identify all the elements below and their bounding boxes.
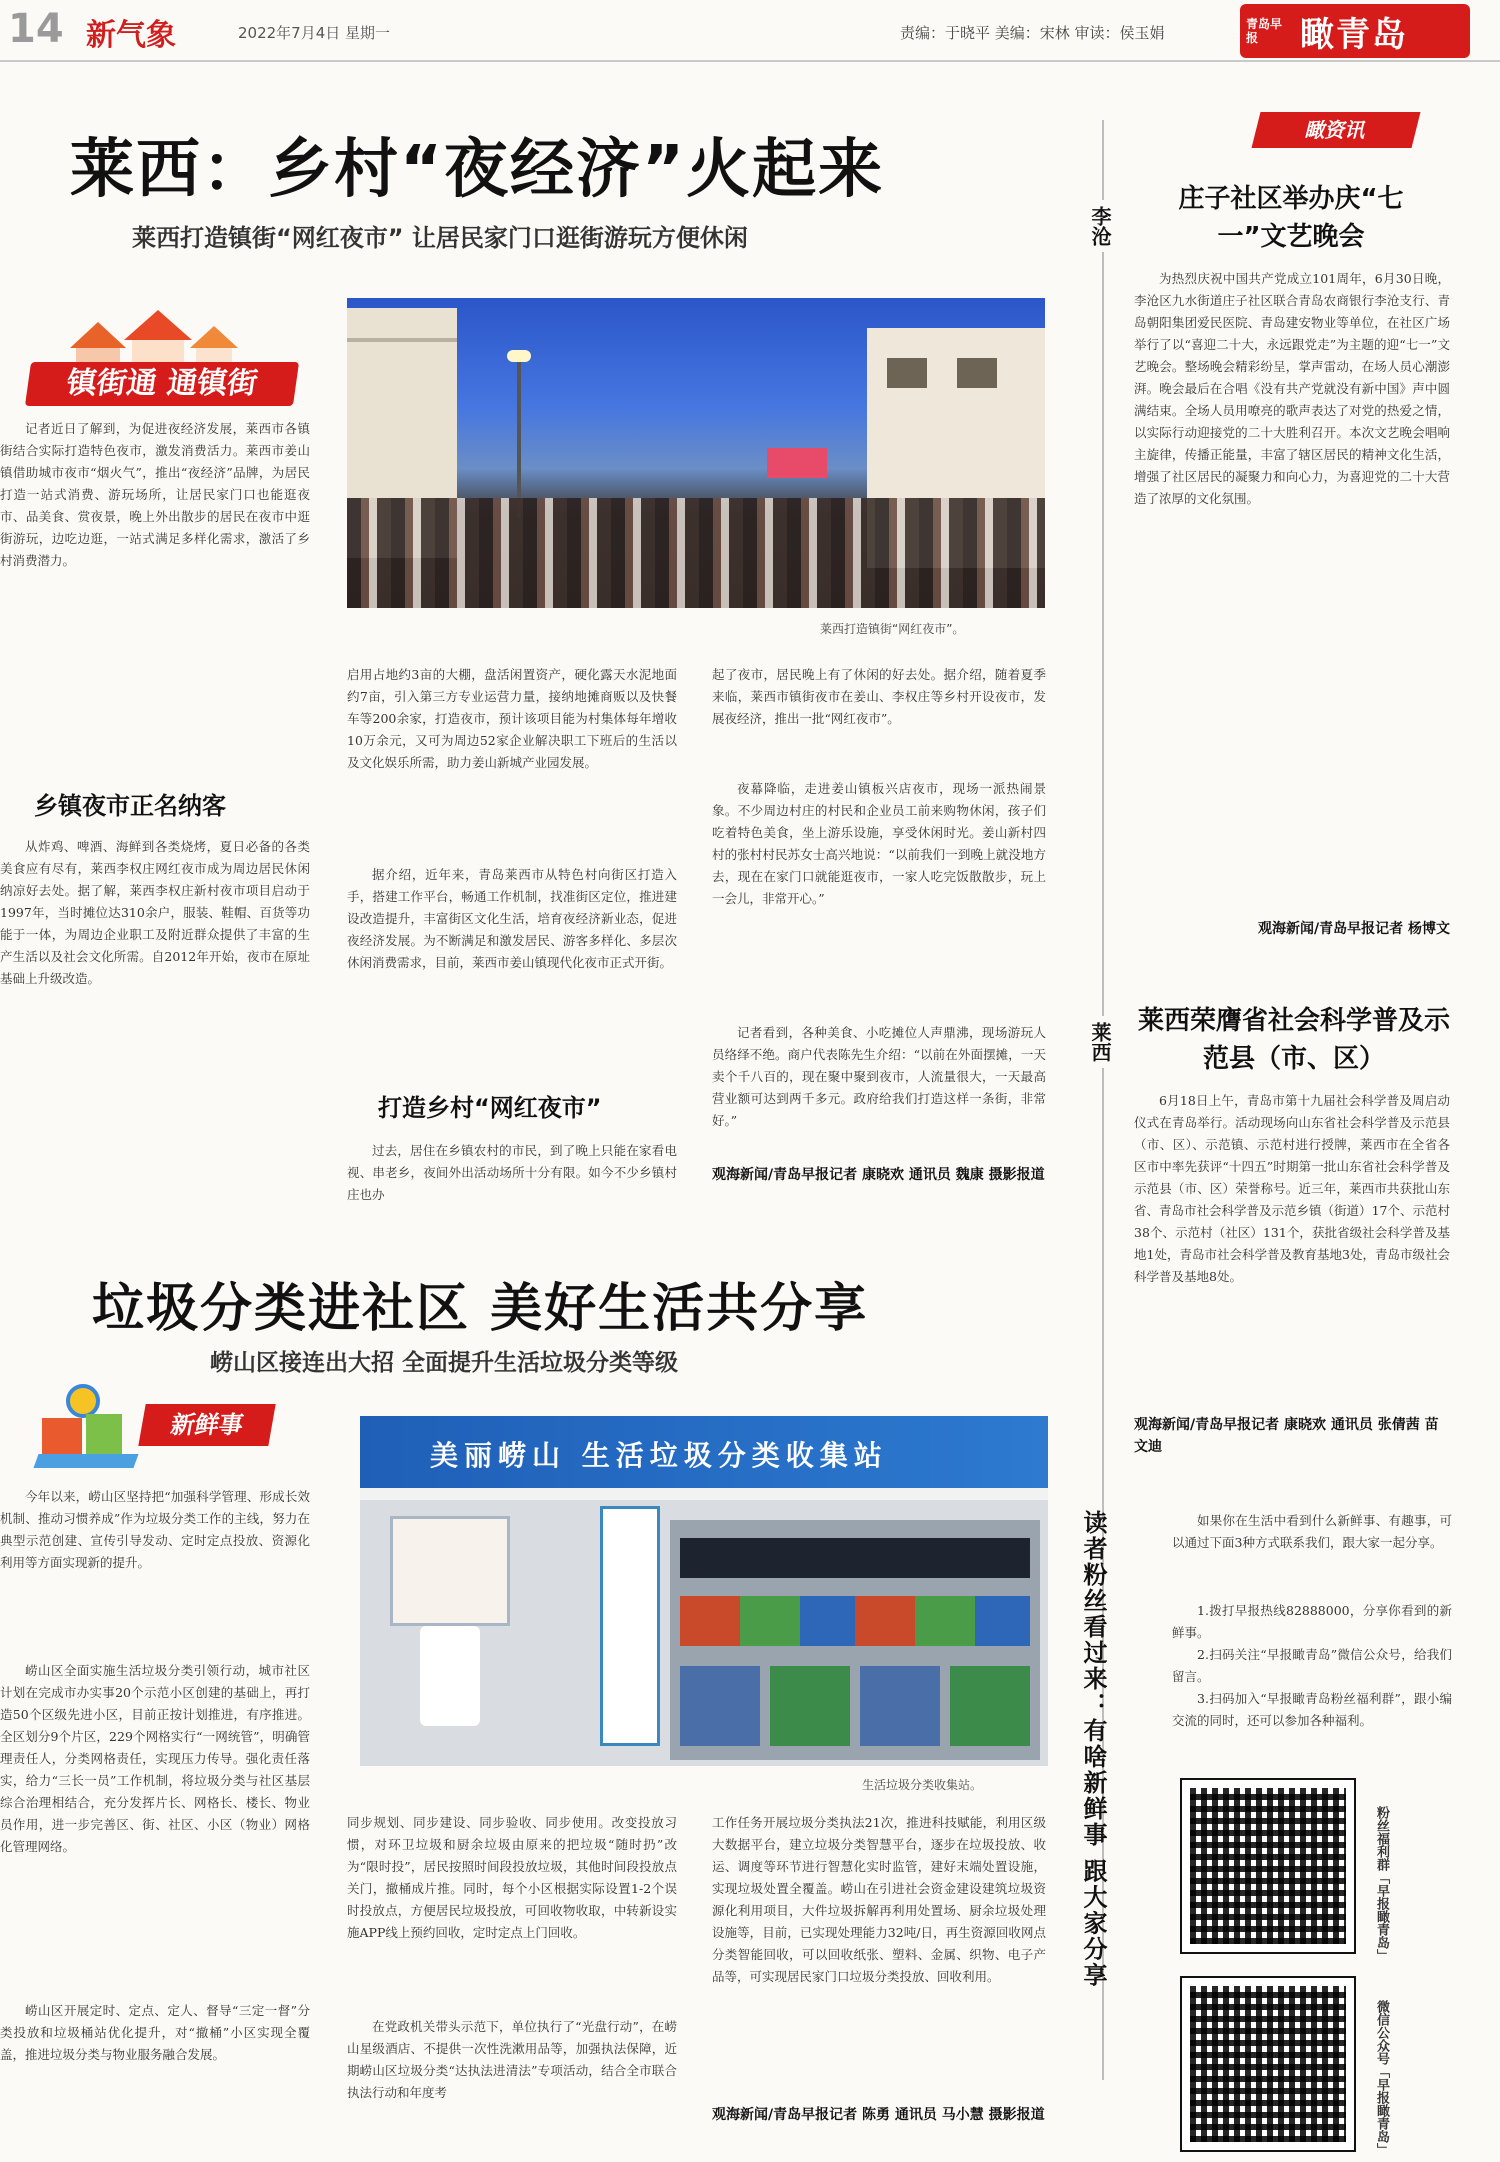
station-sign-text: 美丽崂山 生活垃圾分类收集站 — [430, 1439, 888, 1472]
badge-house-icon — [60, 300, 250, 362]
editor-credits: 责编：于晓平 美编：宋林 审读：侯玉娟 — [900, 24, 1165, 42]
news1-byline: 观海新闻/青岛早报记者 杨博文 — [1258, 921, 1450, 937]
sidebar-district2: 莱西 — [1086, 1016, 1115, 1068]
article1-subhead2: 打造乡村“网红夜市” — [378, 1094, 602, 1122]
readers-way-3: 3.扫码加入“早报瞰青岛粉丝福利群”，跟小编交流的同时，还可以参加各种福利。 — [1172, 1691, 1452, 1728]
section-name: 新气象 — [86, 18, 176, 53]
fan-group-qr-code[interactable] — [1182, 1780, 1354, 1952]
wechat-account-qr-code[interactable] — [1182, 1978, 1354, 2150]
article1-col3-para3: 记者看到，各种美食、小吃摊位人声鼎沸，现场游玩人员络绎不绝。商户代表陈先生介绍：“以前在外面摆摊，一天卖个千八百的，现在聚中聚到夜市，人流量很大，一天最高营业额可达到两千多元。政府给我们打造这样一条街，非常好。” — [712, 1025, 1046, 1128]
article1-col2-para2: 据介绍，近年来，青岛莱西市从特色村向街区打造入手，搭建工作平台，畅通工作机制，找准街区定位，推进建设改造提升，丰富街区文化生活，培育夜经济新业态，促进夜经济发展。为不断满足和激发居民、游客多样化、多层次休闲消费需求，目前，莱西市姜山镇现代化夜市正式开街。 — [347, 867, 677, 970]
article2-title: 垃圾分类进社区 美好生活共分享 — [92, 1279, 869, 1339]
article2-subtitle: 崂山区接连出大招 全面提升生活垃圾分类等级 — [210, 1350, 679, 1376]
photo1-caption: 莱西打造镇街“网红夜市”。 — [820, 622, 965, 636]
newspaper-logo — [1240, 4, 1470, 58]
news2-byline: 观海新闻/青岛早报记者 康晓欢 通讯员 张倩茜 苗文迪 — [1134, 1417, 1439, 1455]
article1-col3-para1: 起了夜市，居民晚上有了休闲的好去处。据介绍，随着夏季来临，莱西市镇街夜市在姜山、李权庄等乡村开设夜市，发展夜经济，推出一批“网红夜市”。 — [712, 667, 1046, 726]
section-badge: 镇街通 通镇街 — [25, 362, 299, 406]
news1-title: 庄子社区举办庆“七一”文艺晚会 — [1178, 184, 1404, 252]
article1-col2-para3: 过去，居住在乡镇农村的市民，到了晚上只能在家看电视、串老乡，夜间外出活动场所十分有限。如今不少乡镇村庄也办 — [347, 1143, 677, 1202]
article1-title: 莱西：乡村“夜经济”火起来 — [70, 133, 885, 207]
readers-vertical-title: 读者粉丝看过来：有啥新鲜事 跟大家分享 — [1079, 1510, 1107, 1989]
sidebar-district1: 李沧 — [1086, 200, 1115, 252]
readers-way-1: 1.拨打早报热线82888000，分享你看到的新鲜事。 — [1172, 1603, 1452, 1640]
photo2-caption: 生活垃圾分类收集站。 — [862, 1778, 983, 1792]
logo-small-text: 青岛早报 — [1246, 17, 1283, 45]
article1-subtitle: 莱西打造镇街“网红夜市” 让居民家门口逛街游玩方便休闲 — [132, 224, 748, 252]
qr2-label: 微信公众号「早报瞰青岛」 — [1374, 2000, 1389, 2156]
article2-col1-para1: 今年以来，崂山区坚持把“加强科学管理、形成长效机制、推动习惯养成”作为垃圾分类工作的主线，努力在典型示范创建、宣传引导发动、定时定点投放、资源化利用等方面实现新的提升。 — [0, 1489, 310, 1570]
qr1-label: 粉丝福利群「早报瞰青岛」 — [1374, 1806, 1389, 1962]
article1-col1-para2: 从炸鸡、啤酒、海鲜到各类烧烤，夏日必备的各类美食应有尽有，莱西李权庄网红夜市成为周边居民休闲纳凉好去处。据了解，莱西李权庄新村夜市项目启动于1997年，当时摊位达310余户，服装、鞋帽、百货等功能于一体，为周边企业职工及附近群众提供了丰富的生产生活以及社会文化所需。自2012年开始，夜市在原址基础上升级改造。 — [0, 839, 310, 986]
article1-col3-para2: 夜幕降临，走进姜山镇板兴店夜市，现场一派热闹景象。不少周边村庄的村民和企业员工前来购物休闲，孩子们吃着特色美食，坐上游乐设施，享受休闲时光。姜山新村四村的张村村民苏女士高兴地说：“以前我们一到晚上就没地方去，现在在家门口就能逛夜市，一家人吃完饭散散步，玩上一会儿，非常开心。” — [712, 781, 1046, 906]
article1-col1-para1: 记者近日了解到，为促进夜经济发展，莱西市各镇街结合实际打造特色夜市，激发消费活力。莱西市姜山镇借助城市夜市“烟火气”，推出“夜经济”品牌，为居民打造一站式消费、游玩场所，让居民家门口也能逛夜市、品美食、赏夜景，晚上外出散步的居民在夜市中逛街游玩，边吃边逛，一站式满足多样化需求，激活了乡村消费潜力。 — [0, 421, 310, 568]
badge-community-icon — [36, 1384, 146, 1472]
readers-text: 如果你在生活中看到什么新鲜事、有趣事，可以通过下面3种方式联系我们，跟大家一起分享。 — [1172, 1513, 1452, 1550]
article1-col2-para1: 启用占地约3亩的大棚，盘活闲置资产，硬化露天水泥地面约7亩，引入第三方专业运营力量，接纳地摊商贩以及快餐车等200余家，打造夜市，预计该项目能为村集体每年增收10万余元，又可为周边52家企业解决职工下班后的生活以及文化娱乐所需，助力姜山新城产业园发展。 — [347, 667, 677, 770]
garbage-station-photo — [360, 1416, 1048, 1766]
article2-col3-para1: 工作任务开展垃圾分类执法21次，推进科技赋能，利用区级大数据平台，建立垃圾分类智慧平台，逐步在垃圾投放、收运、调度等环节进行智慧化实时监管，建好末端处置设施，实现垃圾处置全覆盖。崂山在引进社会资金建设建筑垃圾资源化利用项目，大件垃圾拆解再利用处置场、厨余垃圾处理设施等，目前，已实现处理能力32吨/日，再生资源回收网点分类智能回收，可以回收纸张、塑料、金属、织物、电子产品等，可实现居民家门口垃圾分类投放、回收利用。 — [712, 1815, 1046, 1984]
article2-col1-para3: 崂山区开展定时、定点、定人、督导“三定一督”分类投放和垃圾桶站优化提升，对“撤桶”小区实现全覆盖，推进垃圾分类与物业服务融合发展。 — [0, 2003, 310, 2062]
logo-big-text: 瞰青岛 — [1300, 14, 1408, 55]
article1-subhead1: 乡镇夜市正名纳客 — [34, 792, 226, 820]
page-number: 14 — [8, 6, 64, 52]
article2-col2-para1: 同步规划、同步建设、同步验收、同步使用。改变投放习惯，对环卫垃圾和厨余垃圾由原来的把垃圾“随时扔”改为“限时投”，居民按照时间段投放垃圾，其他时间段投放点关门，撤桶成片推。同时，每个小区根据实际设置1-2个误时投放点，方便居民垃圾投放，可回收物收取，中转新设实施APP线上预约回收，定时定点上门回收。 — [347, 1815, 677, 1940]
issue-date: 2022年7月4日 星期一 — [238, 24, 391, 42]
readers-way-2: 2.扫码关注“早报瞰青岛”微信公众号，给我们留言。 — [1172, 1647, 1452, 1684]
page-header — [0, 0, 1500, 62]
news2-text: 6月18日上午，青岛市第十九届社会科学普及周启动仪式在青岛举行。活动现场向山东省社会科学普及示范县（市、区）、示范镇、示范村进行授牌，莱西市在全省各区市中率先获评“十四五”时期第一批山东省社会科学普及示范县（市、区）荣誉称号。近三年，莱西市共获批山东省、青岛市社会科学普及示范乡镇（街道）17个、示范村38个、示范村（社区）131个，获批省级社会科学普及基地1处，青岛市社会科学普及教育基地3处，青岛市级社会科学普及基地8处。 — [1134, 1093, 1450, 1284]
news2-title: 莱西荣膺省社会科学普及示范县（市、区） — [1137, 1006, 1450, 1074]
news1-text: 为热烈庆祝中国共产党成立101周年，6月30日晚，李沧区九水街道庄子社区联合青岛农商银行李沧支行、青岛朝阳集团爱民医院、青岛建安物业等单位，在社区广场举行了以“喜迎二十大，永远跟党走”为主题的迎“七一”文艺晚会。整场晚会精彩纷呈，掌声雷动，在场人员心潮澎湃。晚会最后在合唱《没有共产党就没有新中国》声中圆满结束。全场人员用嘹亮的歌声表达了对党的热爱之情，以实际行动迎接党的二十大胜利召开。本次文艺晚会唱响主旋律，传播正能量，丰富了辖区居民的精神文化生活，增强了社区居民的凝聚力和向心力，为喜迎党的二十大营造了浓厚的文化氛围。 — [1134, 271, 1450, 506]
night-market-photo — [347, 298, 1045, 608]
article1-byline: 观海新闻/青岛早报记者 康晓欢 通讯员 魏康 摄影报道 — [712, 1167, 1045, 1183]
article2-col1-para2: 崂山区全面实施生活垃圾分类引领行动，城市社区计划在完成市办实事20个示范小区创建的基础上，再打造50个区级先进小区，目前正按计划推进，有序推进。全区划分9个片区，229个网格实行“一网统管”，明确管理责任人，分类网格责任，实现压力传导。强化责任落实，给力“三长一员”工作机制，将垃圾分类与社区基层综合治理相结合，充分发挥片长、网格长、楼长、物业员作用，进一步完善区、街、社区、小区（物业）网格化管理网络。 — [0, 1663, 310, 1854]
article2-byline: 观海新闻/青岛早报记者 陈勇 通讯员 马小慧 摄影报道 — [712, 2107, 1045, 2123]
sidebar-tag: 瞰资讯 — [1252, 112, 1421, 148]
article2-badge: 新鲜事 — [138, 1404, 275, 1446]
article2-col2-para2: 在党政机关带头示范下，单位执行了“光盘行动”，在崂山星级酒店、不提供一次性洗漱用品等，加强执法保障，近期崂山区垃圾分类“达执法进清法”专项活动，结合全市联合执法行动和年度考 — [347, 2019, 677, 2100]
